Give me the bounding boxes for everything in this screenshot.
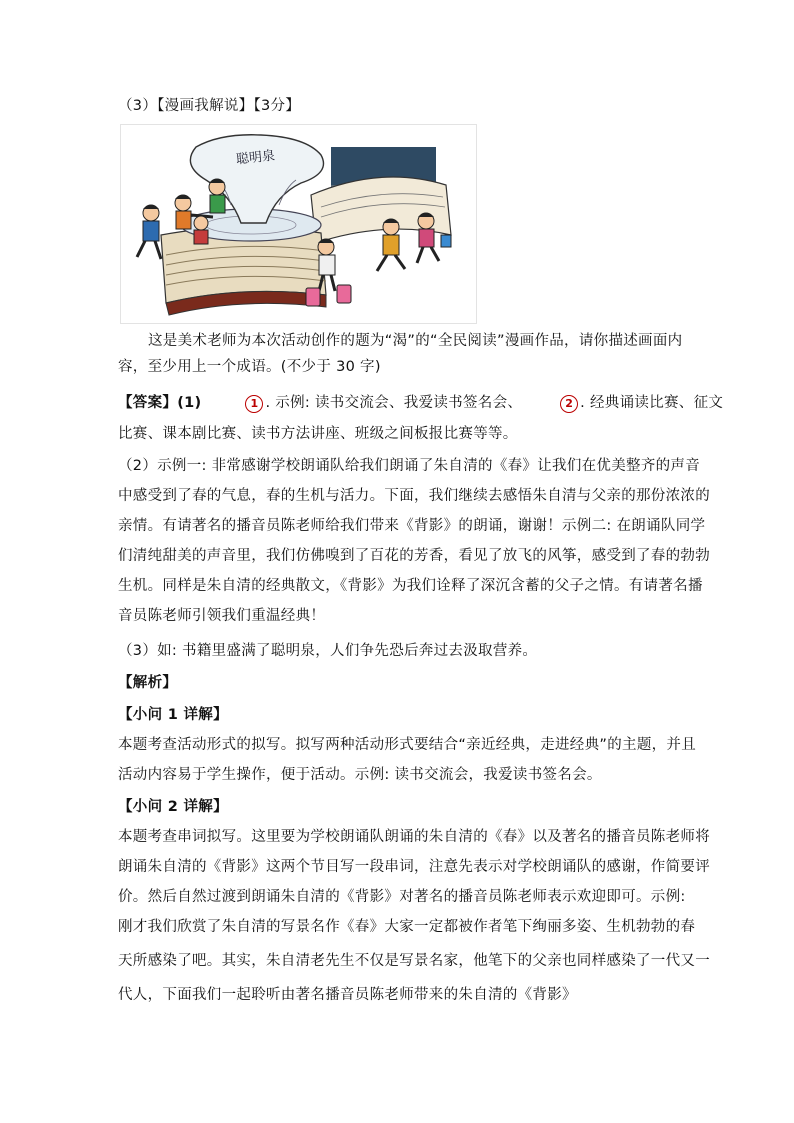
answer-part3: （3）如: 书籍里盛满了聪明泉，人们争先恐后奔过去汲取营养。	[118, 643, 538, 659]
prompt-line: 容，至少用上一个成语。(不少于 30 字)	[118, 359, 381, 375]
answer-part2-line: 们清纯甜美的声音里，我们仿佛嗅到了百花的芳香，看见了放飞的风筝，感受到了春的勃勃	[118, 548, 710, 564]
sub2-line: 天所感染了吧。其实，朱自清老先生不仅是写景名家，他笔下的父亲也同样感染了一代又一	[118, 953, 710, 969]
question-3-title: （3）【漫画我解说】【3分】	[118, 98, 301, 114]
comic-drawing	[121, 125, 476, 323]
prompt-line: 这是美术老师为本次活动创作的题为“渴”的“全民阅读”漫画作品，请你描述画面内	[148, 333, 683, 349]
person-left-1	[137, 205, 161, 259]
person-bottom	[318, 239, 335, 291]
sub2-line: 朗诵朱自清的《背影》这两个节目写一段串词，注意先表示对学校朗诵队的感谢，作简要评	[118, 859, 710, 875]
person-left-4	[194, 216, 208, 244]
answer-part2-line: 音员陈老师引领我们重温经典！	[118, 608, 326, 624]
sub2-head: 【小问 2 详解】	[118, 799, 228, 815]
answer-part2-line: （2）示例一: 非常感谢学校朗诵队给我们朗诵了朱自清的《春》让我们在优美整齐的声音	[118, 458, 701, 474]
answer-head: 【答案】(1)	[118, 395, 202, 411]
spring-label: 聪明泉	[235, 148, 276, 168]
sub2-line: 价。然后自然过渡到朗诵朱自清的《背影》对著名的播音员陈老师表示欢迎即可。示例:	[118, 889, 686, 905]
sub1-line: 本题考查活动形式的拟写。拟写两种活动形式要结合“亲近经典，走进经典”的主题，并且	[118, 737, 697, 753]
sub2-line: 本题考查串词拟写。这里要为学校朗诵队朗诵的朱自清的《春》以及著名的播音员陈老师将	[118, 829, 710, 845]
analysis-head: 【解析】	[118, 675, 178, 691]
sub1-head: 【小问 1 详解】	[118, 707, 228, 723]
circled-number: 1	[245, 395, 263, 413]
bucket-icon	[337, 285, 351, 303]
bucket-icon	[306, 288, 320, 306]
person-left-3	[209, 179, 225, 213]
sub1-line: 活动内容易于学生操作，便于活动。示例: 读书交流会，我爱读书签名会。	[118, 767, 602, 783]
answer-part2-line: 中感受到了春的气息，春的生机与活力。下面，我们继续去感悟朱自清与父亲的那份浓浓的	[118, 488, 710, 504]
comic-illustration	[120, 124, 477, 324]
circled-number: 2	[560, 395, 578, 413]
sub2-line: 刚才我们欣赏了朱自清的写景名作《春》大家一定都被作者笔下绚丽多姿、生机勃勃的春	[118, 919, 696, 935]
answer-line-1	[118, 393, 723, 413]
answer-line-2: 比赛、课本剧比赛、读书方法讲座、班级之间板报比赛等等。	[118, 426, 518, 442]
answer-part2-line: 亲情。有请著名的播音员陈老师给我们带来《背影》的朗诵，谢谢！示例二: 在朗诵队同学	[118, 518, 706, 534]
answer-item-2: . 经典诵读比赛、征文	[580, 395, 724, 411]
sub2-line: 代人，下面我们一起聆听由著名播音员陈老师带来的朱自清的《背影》	[118, 987, 577, 1003]
answer-item-1: . 示例: 读书交流会、我爱读书签名会、	[265, 395, 523, 411]
answer-part2-line: 生机。同样是朱自清的经典散文，《背影》为我们诠释了深沉含蓄的父子之情。有请著名播	[118, 578, 703, 594]
